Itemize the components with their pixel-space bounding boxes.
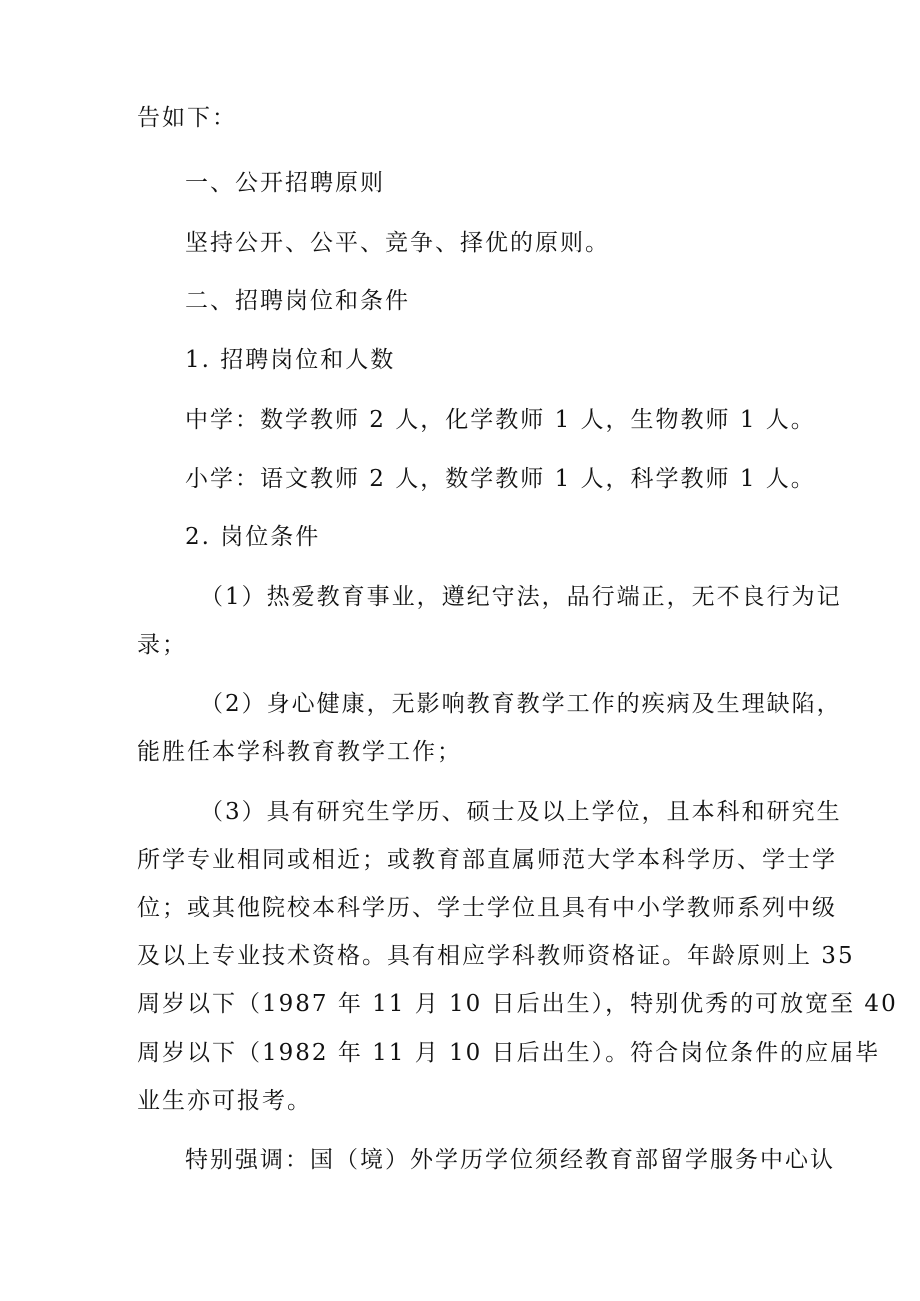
text-line: 特别强调：国（境）外学历学位须经教育部留学服务中心认 (185, 1147, 835, 1173)
section-heading: 一、公开招聘原则 (185, 170, 385, 196)
section-heading: 二、招聘岗位和条件 (185, 288, 410, 314)
text-line: 周岁以下（1987 年 11 月 10 日后出生），特别优秀的可放宽至 40 (137, 991, 898, 1017)
text-line: 周岁以下（1982 年 11 月 10 日后出生）。符合岗位条件的应届毕 (137, 1040, 881, 1066)
text-line: 所学专业相同或相近；或教育部直属师范大学本科学历、学士学 (137, 847, 837, 873)
text-line: 坚持公开、公平、竞争、择优的原则。 (185, 230, 610, 256)
text-line: 能胜任本学科教育教学工作； (137, 739, 462, 765)
text-line: 告如下： (137, 105, 237, 131)
text-line: 中学：数学教师 2 人，化学教师 1 人，生物教师 1 人。 (185, 407, 816, 433)
text-line: 及以上专业技术资格。具有相应学科教师资格证。年龄原则上 35 (137, 943, 855, 969)
text-line: 业生亦可报考。 (137, 1088, 312, 1114)
text-line: （3）具有研究生学历、硕士及以上学位，且本科和研究生 (200, 799, 842, 825)
subsection-heading: 1. 招聘岗位和人数 (185, 347, 396, 373)
text-line: 录； (137, 632, 187, 658)
text-line: 小学：语文教师 2 人，数学教师 1 人，科学教师 1 人。 (185, 466, 816, 492)
text-line: （2）身心健康，无影响教育教学工作的疾病及生理缺陷， (200, 691, 842, 717)
text-line: 位；或其他院校本科学历、学士学位且具有中小学教师系列中级 (137, 895, 837, 921)
subsection-heading: 2. 岗位条件 (185, 524, 321, 550)
text-line: （1）热爱教育事业，遵纪守法，品行端正，无不良行为记 (200, 584, 842, 610)
